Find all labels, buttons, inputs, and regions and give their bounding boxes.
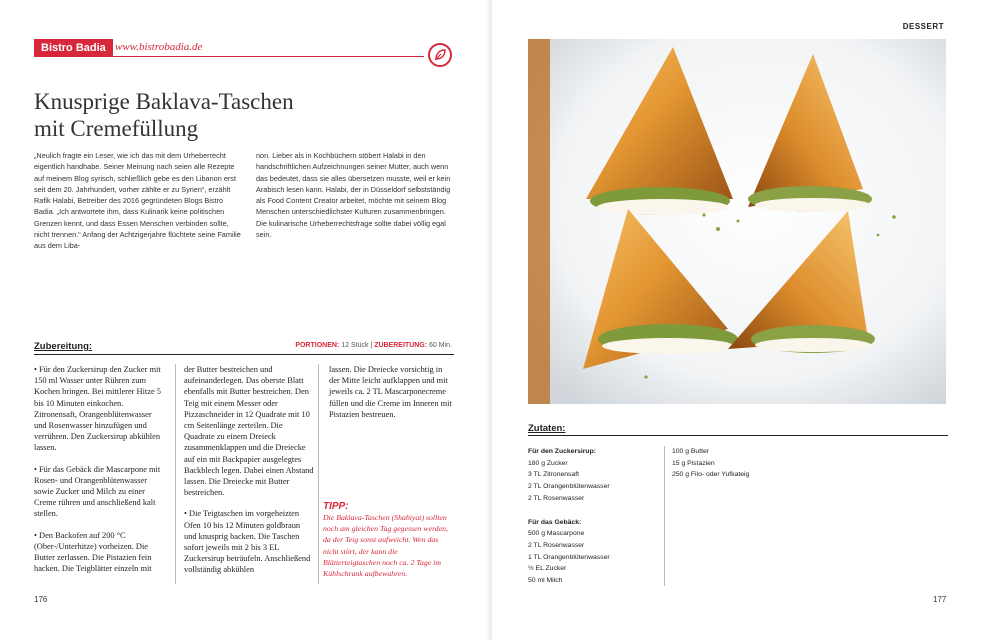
method-rule xyxy=(34,354,454,355)
ingredient-item: 180 g Zucker xyxy=(528,459,568,467)
zubereitung-heading: Zubereitung: xyxy=(34,341,93,352)
column-divider xyxy=(664,446,665,586)
tip-title: TIPP: xyxy=(323,501,349,512)
ingredients-column-1 xyxy=(528,446,658,587)
ingredients-rule xyxy=(528,435,948,436)
title-line-1: Knusprige Baklava-Taschen xyxy=(34,89,294,114)
column-divider xyxy=(318,364,319,584)
step-text: • Den Backofen auf 200 °C (Ober-/Unterhitze) vorheizen. Die Butter zerlassen. Die Pistazien fein hacken. Die Teigblätter einzeln mit xyxy=(34,530,152,574)
recipe-meta: PORTIONEN: 12 Stück | ZUBEREITUNG: 60 Min. xyxy=(295,342,452,349)
ingredients-column-2 xyxy=(672,446,812,481)
baklava-photo xyxy=(528,39,946,404)
zubereitung-time-label: ZUBEREITUNG: xyxy=(374,342,428,349)
intro-column-1: „Neulich fragte ein Leser, wie ich das mit dem Urheberrecht eigentlich handhabe. Seiner Meinung nach seien alle Rezepte auf meinem Blog syrisch, schließlich gebe es den Libanon erst seit dem 20. Jahrhundert, vorher zählte er zu Syrien“, erzählt Rafik Halabi, Betreiber des 2016 gegründeten Blogs Bistro Badia. „Ich antwortete ihm, dass Kulinarik keine politischen Grenzen kennt, und dass Essen Menschen verbinden sollte, nicht trennen.“ Anfang der Achtzigerjahre flüchtete seine Familie aus dem Liba- xyxy=(34,151,241,251)
zutaten-heading: Zutaten: xyxy=(528,423,566,434)
leaf-circle-icon xyxy=(428,43,452,67)
section-label: DESSERT xyxy=(902,22,944,31)
sirup-heading: Für den Zuckersirup: xyxy=(528,448,596,455)
ingredient-item: 500 g Mascarpone xyxy=(528,530,585,538)
ingredient-item: 2 TL Rosenwasser xyxy=(528,541,585,549)
page-number-left: 176 xyxy=(34,595,48,604)
step-text: • Für den Zuckersirup den Zucker mit 150 ml Wasser unter Rühren zum Kochen bringen. Bei mittlerer Hitze 5 bis 10 Minuten einkochen. Zitronensaft, Orangenblütenwasser und Rosenwasser hinzufügen und verrühren. Den Zuckersirup abkühlen lassen. xyxy=(34,365,161,453)
zubereitung-time-value: 60 Min. xyxy=(429,342,452,349)
step-text: • Für das Gebäck die Mascarpone mit Rosen- und Orangenblütenwasser sowie Zucker und Milch zu einer Creme rühren und anschließend kalt stellen. xyxy=(34,464,161,519)
ingredient-item: 250 g Filo- oder Yufkateig xyxy=(672,471,750,479)
portionen-value: 12 Stück xyxy=(341,342,369,349)
step-text: • Die Teigtaschen im vorgeheizten Ofen 10 bis 12 Minuten goldbraun und knusprig backen. Die Taschen sofort jeweils mit 2 bis 3 EL Zuckersirup beträufeln. Anschließend vollständig abkühlen xyxy=(184,509,311,575)
tip-body: Die Baklava-Taschen (Shabiyat) sollten noch am gleichen Tag gegessen werden, da der Teig sonst aufweicht. Wen das nicht stört, der kann die Blätterteigtaschen noch ca. 2 Tage im Kühlschrank aufbewahren. xyxy=(323,513,449,579)
blog-badge: Bistro Badia xyxy=(34,39,113,57)
page-number-right: 177 xyxy=(933,595,947,604)
blog-url[interactable]: www.bistrobadia.de xyxy=(115,41,203,53)
ingredient-item: 15 g Pistazien xyxy=(672,459,715,467)
steps-column-1 xyxy=(34,364,166,584)
step-text: der Butter bestreichen und aufeinanderlegen. Das oberste Blatt ebenfalls mit Butter bestreichen. Den Teig mit einem Messer oder Pizzaschneider in 12 Quadrate mit 10 cm Seitenlänge zerteilen. Die Quadrate zu einem Dreieck zusammenklappen und die Dreiecke auf ein mit Backpapier ausgelegtes Backblech legen. Dabei einen Abstand lassen. Die Dreiecke mit Butter bestreichen. xyxy=(184,365,314,498)
ingredient-item: 3 TL Zitronensaft xyxy=(528,471,580,479)
ingredient-item: 2 TL Rosenwasser xyxy=(528,494,585,502)
steps-column-3 xyxy=(329,364,453,430)
step-text: lassen. Die Dreiecke vorsichtig in der Mitte leicht aufklappen und mit jeweils ca. 2 TL Mascarponecreme füllen und die Creme im Inneren mit Pistazien bestreuen. xyxy=(329,365,452,419)
ingredient-item: ½ EL Zucker xyxy=(528,565,567,573)
title-line-2: mit Cremefüllung xyxy=(34,116,199,141)
steps-column-2 xyxy=(184,364,314,586)
ingredient-item: 50 ml Milch xyxy=(528,577,563,585)
intro-column-2: non. Lieber als in Kochbüchern stöbert Halabi in den handschriftlichen Aufzeichnungen seiner Mutter, auch wenn das bedeutet, dass sie alles übersetzen musste, weil er kein Arabisch lesen kann. Halabi, der in Düsseldorf selbstständig als Food Content Creator arbeitet, möchte mit seinem Blog Menschen unterschiedlichster Kulturen zusammenbringen. Die kulinarische Urheberrechtsfrage sollte dabei völlig egal sein. xyxy=(256,151,451,240)
tip-box xyxy=(323,501,453,579)
ingredient-item: 2 TL Orangenblütenwasser xyxy=(528,483,610,491)
gebaeck-heading: Für das Gebäck: xyxy=(528,518,582,526)
ingredient-item: 1 TL Orangenblütenwasser xyxy=(528,553,610,561)
portionen-label: PORTIONEN: xyxy=(295,342,340,349)
column-divider xyxy=(175,364,176,584)
header-rule xyxy=(34,56,424,57)
recipe-title xyxy=(34,88,364,142)
ingredient-item: 100 g Butter xyxy=(672,448,710,455)
